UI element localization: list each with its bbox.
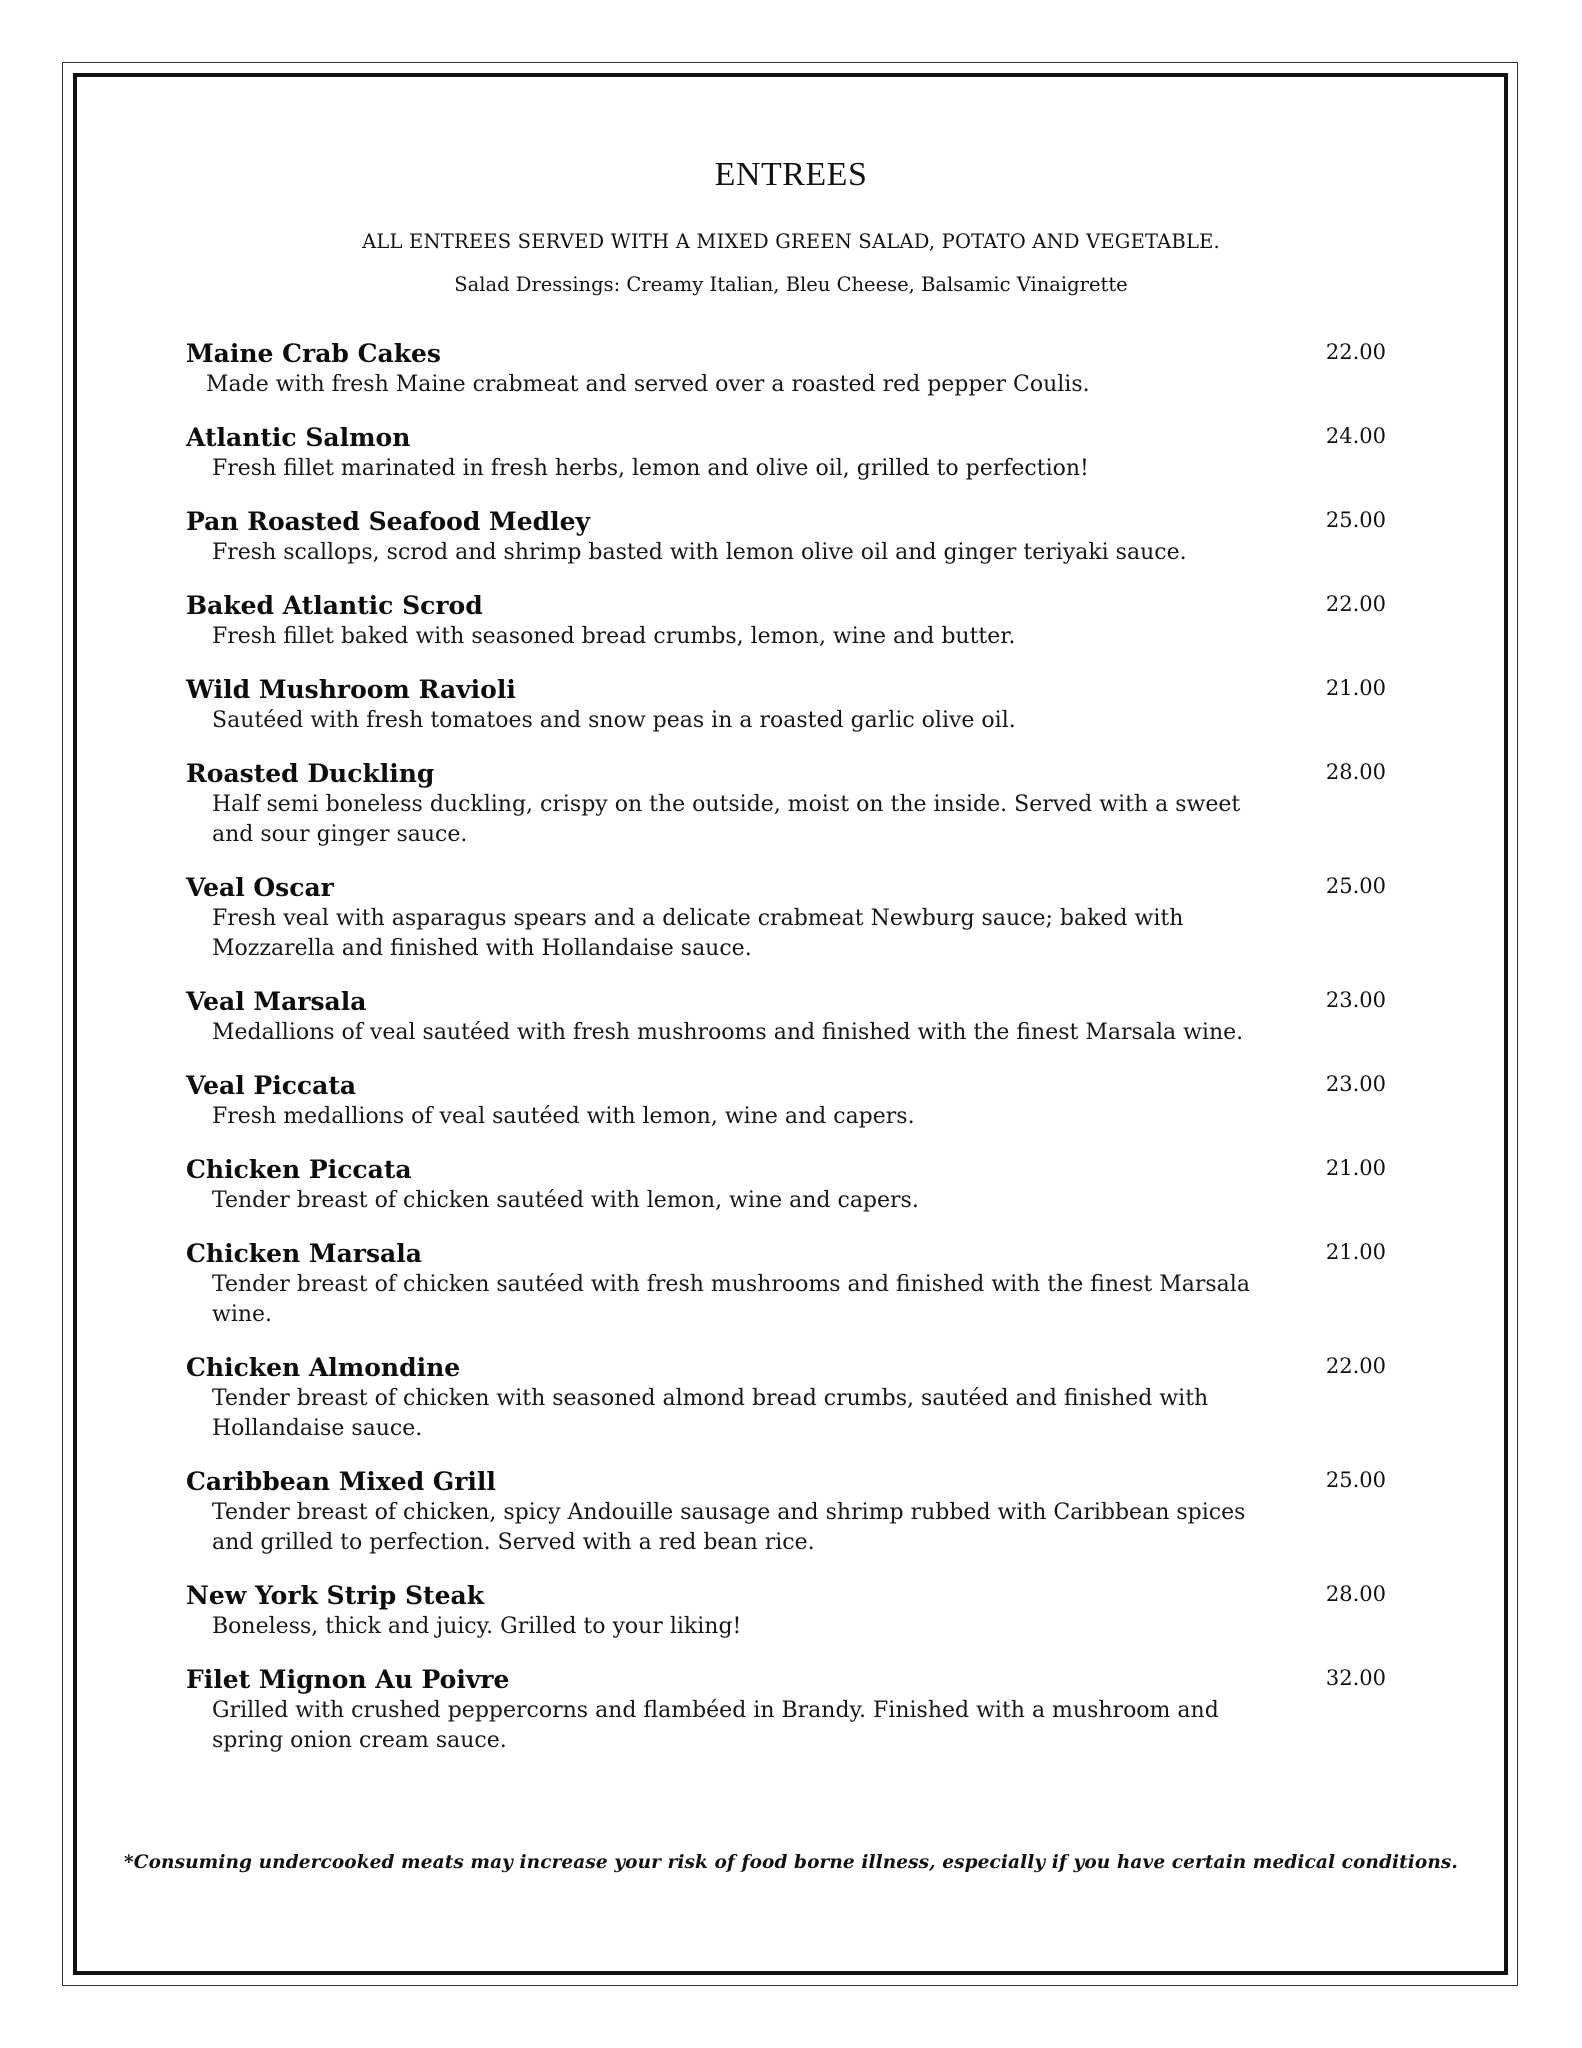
- item-name: Atlantic Salmon: [186, 423, 411, 452]
- menu-item: [186, 338, 1386, 400]
- item-price: 22.00: [1325, 592, 1386, 616]
- menu-item: [186, 1238, 1386, 1330]
- item-description: Half semi boneless duckling, crispy on the outside, moist on the inside. Served with a sweet and sour ginger sauce.: [212, 792, 1241, 847]
- item-price: 28.00: [1325, 760, 1386, 784]
- menu-list: [186, 338, 1386, 1778]
- menu-item: [186, 986, 1386, 1048]
- menu-item: [186, 674, 1386, 736]
- item-description: Medallions of veal sautéed with fresh mushrooms and finished with the finest Marsala wine.: [212, 1020, 1244, 1045]
- menu-item: [186, 422, 1386, 484]
- item-name: Roasted Duckling: [186, 759, 435, 788]
- item-description: Tender breast of chicken with seasoned almond bread crumbs, sautéed and finished with Hollandaise sauce.: [212, 1386, 1209, 1441]
- item-name: Pan Roasted Seafood Medley: [186, 507, 591, 536]
- food-safety-disclaimer: *Consuming undercooked meats may increase your risk of food borne illness, especially if you have certain medical conditions.: [124, 1852, 1458, 1873]
- item-description: Boneless, thick and juicy. Grilled to your liking!: [212, 1614, 742, 1639]
- menu-item: [186, 1070, 1386, 1132]
- item-name: New York Strip Steak: [186, 1581, 485, 1610]
- item-price: 24.00: [1325, 424, 1386, 448]
- item-name: Veal Oscar: [186, 873, 334, 902]
- menu-item: [186, 1580, 1386, 1642]
- item-name: Chicken Almondine: [186, 1353, 461, 1382]
- item-name: Chicken Piccata: [186, 1155, 412, 1184]
- item-description: Fresh scallops, scrod and shrimp basted with lemon olive oil and ginger teriyaki sauce.: [212, 540, 1187, 565]
- item-description: Fresh veal with asparagus spears and a delicate crabmeat Newburg sauce; baked with Mozzarella and finished with Hollandaise sauce.: [212, 906, 1184, 961]
- menu-item: [186, 1154, 1386, 1216]
- item-description: Fresh fillet baked with seasoned bread crumbs, lemon, wine and butter.: [212, 624, 1016, 649]
- page-title: ENTREES: [714, 156, 868, 193]
- item-name: Chicken Marsala: [186, 1239, 422, 1268]
- item-description: Fresh fillet marinated in fresh herbs, lemon and olive oil, grilled to perfection!: [212, 456, 1089, 481]
- item-name: Veal Marsala: [186, 987, 367, 1016]
- menu-item: [186, 872, 1386, 964]
- item-description: Tender breast of chicken sautéed with lemon, wine and capers.: [212, 1188, 919, 1213]
- item-price: 25.00: [1325, 508, 1386, 532]
- item-description: Fresh medallions of veal sautéed with lemon, wine and capers.: [212, 1104, 915, 1129]
- item-description: Tender breast of chicken sautéed with fresh mushrooms and finished with the finest Marsala wine.: [212, 1272, 1250, 1327]
- item-price: 25.00: [1325, 1468, 1386, 1492]
- salad-dressings: Salad Dressings: Creamy Italian, Bleu Cheese, Balsamic Vinaigrette: [454, 273, 1128, 296]
- item-name: Veal Piccata: [186, 1071, 357, 1100]
- item-price: 22.00: [1325, 340, 1386, 364]
- item-description: Sautéed with fresh tomatoes and snow peas in a roasted garlic olive oil.: [212, 708, 1016, 733]
- item-description: Made with fresh Maine crabmeat and served over a roasted red pepper Coulis.: [206, 372, 1090, 397]
- menu-item: [186, 1664, 1386, 1756]
- menu-item: [186, 1352, 1386, 1444]
- menu-item: [186, 758, 1386, 850]
- item-name: Filet Mignon Au Poivre: [186, 1665, 510, 1694]
- item-price: 21.00: [1325, 1156, 1386, 1180]
- item-price: 28.00: [1325, 1582, 1386, 1606]
- menu-item: [186, 590, 1386, 652]
- item-price: 23.00: [1325, 988, 1386, 1012]
- item-name: Baked Atlantic Scrod: [186, 591, 483, 620]
- item-description: Tender breast of chicken, spicy Andouille sausage and shrimp rubbed with Caribbean spices and grilled to perfection. Served with a red bean rice.: [212, 1500, 1246, 1555]
- item-name: Maine Crab Cakes: [186, 339, 442, 368]
- item-name: Caribbean Mixed Grill: [186, 1467, 496, 1496]
- item-name: Wild Mushroom Ravioli: [186, 675, 516, 704]
- item-price: 21.00: [1325, 676, 1386, 700]
- item-description: Grilled with crushed peppercorns and flambéed in Brandy. Finished with a mushroom and spring onion cream sauce.: [212, 1698, 1219, 1753]
- menu-item: [186, 506, 1386, 568]
- menu-item: [186, 1466, 1386, 1558]
- entrees-note: ALL ENTREES SERVED WITH A MIXED GREEN SALAD, POTATO AND VEGETABLE.: [362, 230, 1220, 253]
- item-price: 32.00: [1325, 1666, 1386, 1690]
- item-price: 25.00: [1325, 874, 1386, 898]
- item-price: 22.00: [1325, 1354, 1386, 1378]
- item-price: 21.00: [1325, 1240, 1386, 1264]
- item-price: 23.00: [1325, 1072, 1386, 1096]
